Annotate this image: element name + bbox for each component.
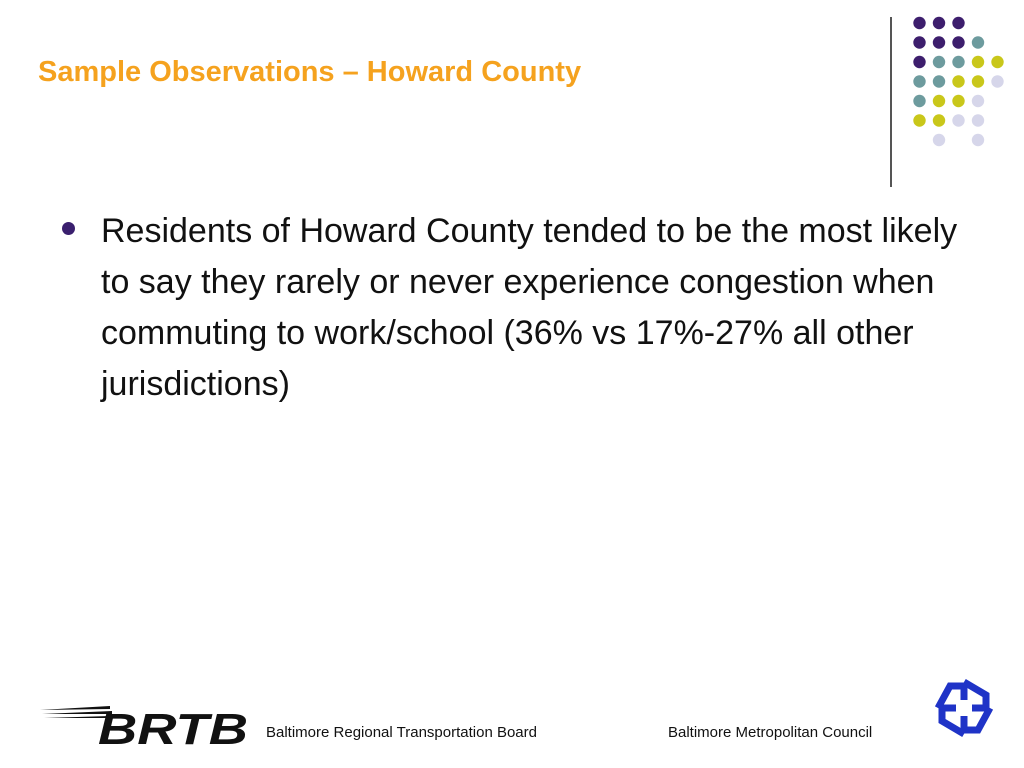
bullet-list: [62, 206, 982, 410]
decorative-dot: [933, 134, 945, 146]
decorative-dot: [972, 75, 984, 87]
decorative-dot: [913, 75, 925, 87]
decorative-dot: [972, 56, 984, 68]
brtb-logo: [40, 700, 255, 750]
decorative-dot: [991, 75, 1003, 87]
decorative-dot: [952, 36, 964, 48]
divider-line: [890, 17, 892, 187]
decorative-dot: [972, 36, 984, 48]
decorative-dot: [913, 56, 925, 68]
footer-organization-left: Baltimore Regional Transportation Board: [266, 724, 537, 741]
decorative-dot: [913, 17, 925, 29]
brtb-logo-text: BRTB: [98, 705, 248, 750]
bullet-icon: [62, 222, 75, 235]
decorative-dot: [933, 36, 945, 48]
page-title: Sample Observations – Howard County: [38, 56, 582, 88]
decorative-dot: [952, 56, 964, 68]
decorative-dot: [972, 134, 984, 146]
dot-grid-decoration: [0, 0, 1024, 200]
decorative-dot: [933, 17, 945, 29]
decorative-dot: [991, 56, 1003, 68]
decorative-dot: [952, 17, 964, 29]
footer-organization-right: Baltimore Metropolitan Council: [668, 724, 873, 741]
decorative-dot: [913, 95, 925, 107]
decorative-dot: [972, 95, 984, 107]
decorative-dot: [933, 75, 945, 87]
decorative-dot: [933, 114, 945, 126]
decorative-dot: [913, 114, 925, 126]
decorative-dot: [933, 95, 945, 107]
decorative-dot: [933, 56, 945, 68]
decorative-dot: [913, 36, 925, 48]
decorative-dot: [952, 75, 964, 87]
decorative-dot: [972, 114, 984, 126]
list-item: [62, 206, 982, 410]
decorative-dot: [952, 114, 964, 126]
baltimore-metropolitan-council-logo-icon: [934, 678, 994, 738]
bullet-text: Residents of Howard County tended to be the most likely to say they rarely or never experience congestion when commuting to work/school (36% vs 17%-27% all other jurisdictions): [101, 212, 958, 403]
decorative-dot: [952, 95, 964, 107]
